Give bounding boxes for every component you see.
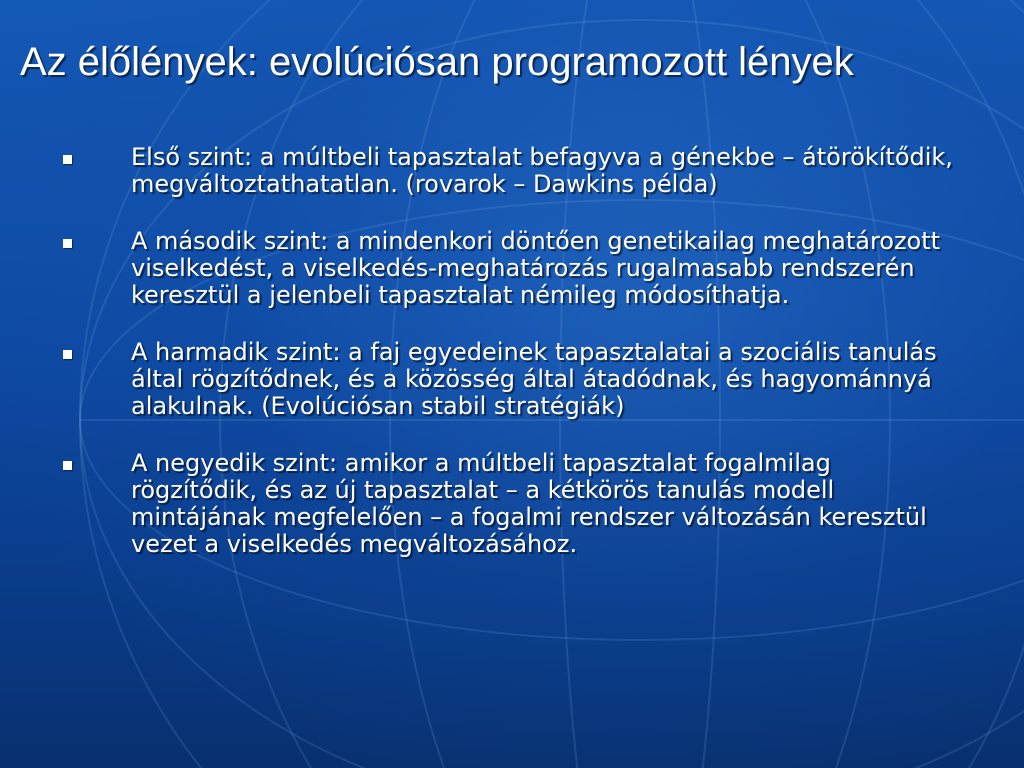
slide-title: Az élőlények: evolúciósan programozott lények — [20, 40, 854, 84]
bullet-item-3 — [60, 339, 960, 420]
bullet-item-2 — [60, 228, 960, 309]
bullet-text: A harmadik szint: a faj egyedeinek tapasztalatai a szociális tanulás által rögzítődnek, és a közösség által átadódnak, és hagyománnyá alakulnak. (Evolúciósan stabil stratégiák) — [131, 338, 937, 420]
square-bullet-icon — [63, 155, 72, 164]
bullet-text: A második szint: a mindenkori döntően genetikailag meghatározott viselkedést, a viselkedés-meghatározás rugalmasabb rendszerén keresztül a jelenbeli tapasztalat némileg módosíthatja. — [131, 227, 941, 309]
bullet-text: A negyedik szint: amikor a múltbeli tapasztalat fogalmilag rögzítődik, és az új tapasztalat – a kétkörös tanulás modell mintájának megfelelően – a fogalmi rendszer változásán keresztül vezet a viselkedés megváltozásához. — [131, 449, 927, 558]
square-bullet-icon — [63, 239, 72, 248]
square-bullet-icon — [63, 350, 72, 359]
square-bullet-icon — [63, 461, 72, 470]
bullet-list — [60, 144, 960, 588]
bullet-item-4 — [60, 450, 960, 558]
bullet-text: Első szint: a múltbeli tapasztalat befagyva a génekbe – átörökítődik, megváltoztathatatlan. (rovarok – Dawkins példa) — [131, 143, 953, 198]
bullet-item-1 — [60, 144, 960, 198]
